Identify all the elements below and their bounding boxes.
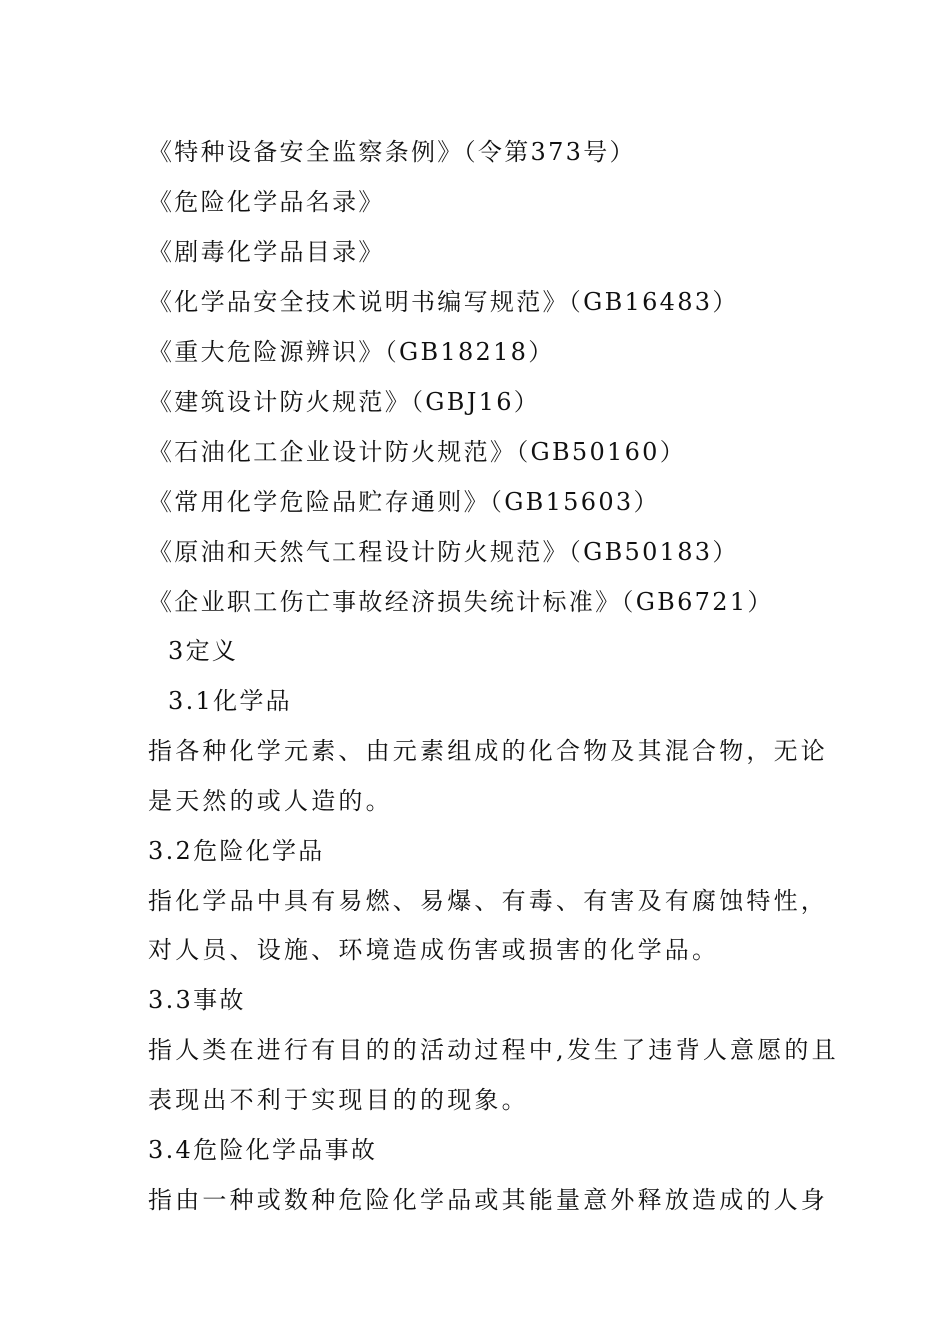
reference-item: 《重大危险源辨识》（GB18218） <box>148 338 555 366</box>
definition-text: 对人员、设施、环境造成伤害或损害的化学品。 <box>148 936 720 964</box>
reference-item: 《原油和天然气工程设计防火规范》（GB50183） <box>148 538 739 566</box>
definition-text: 指化学品中具有易燃、易爆、有毒、有害及有腐蚀特性， <box>148 887 828 915</box>
section-title: 3定义 <box>168 637 239 665</box>
reference-item: 《企业职工伤亡事故经济损失统计标准》（GB6721） <box>148 588 774 616</box>
reference-item: 《常用化学危险品贮存通则》（GB15603） <box>148 488 660 516</box>
definition-heading: 3.2危险化学品 <box>148 837 325 865</box>
definition-text: 指由一种或数种危险化学品或其能量意外释放造成的人身 <box>148 1186 828 1214</box>
definition-text: 表现出不利于实现目的的现象。 <box>148 1086 529 1114</box>
definition-text: 指各种化学元素、由元素组成的化合物及其混合物，无论 <box>148 737 828 765</box>
definition-heading: 3.3事故 <box>148 986 246 1014</box>
reference-item: 《特种设备安全监察条例》（令第373号） <box>148 138 636 166</box>
reference-item: 《危险化学品名录》 <box>148 188 385 216</box>
definition-text: 是天然的或人造的。 <box>148 787 393 815</box>
definition-heading: 3.4危险化学品事故 <box>148 1136 378 1164</box>
definition-heading: 3.1化学品 <box>168 687 292 715</box>
reference-item: 《石油化工企业设计防火规范》（GB50160） <box>148 438 687 466</box>
reference-item: 《建筑设计防火规范》（GBJ16） <box>148 388 541 416</box>
definition-text: 指人类在进行有目的的活动过程中,发生了违背人意愿的且 <box>148 1036 839 1064</box>
reference-item: 《剧毒化学品目录》 <box>148 238 385 266</box>
reference-item: 《化学品安全技术说明书编写规范》（GB16483） <box>148 288 739 316</box>
